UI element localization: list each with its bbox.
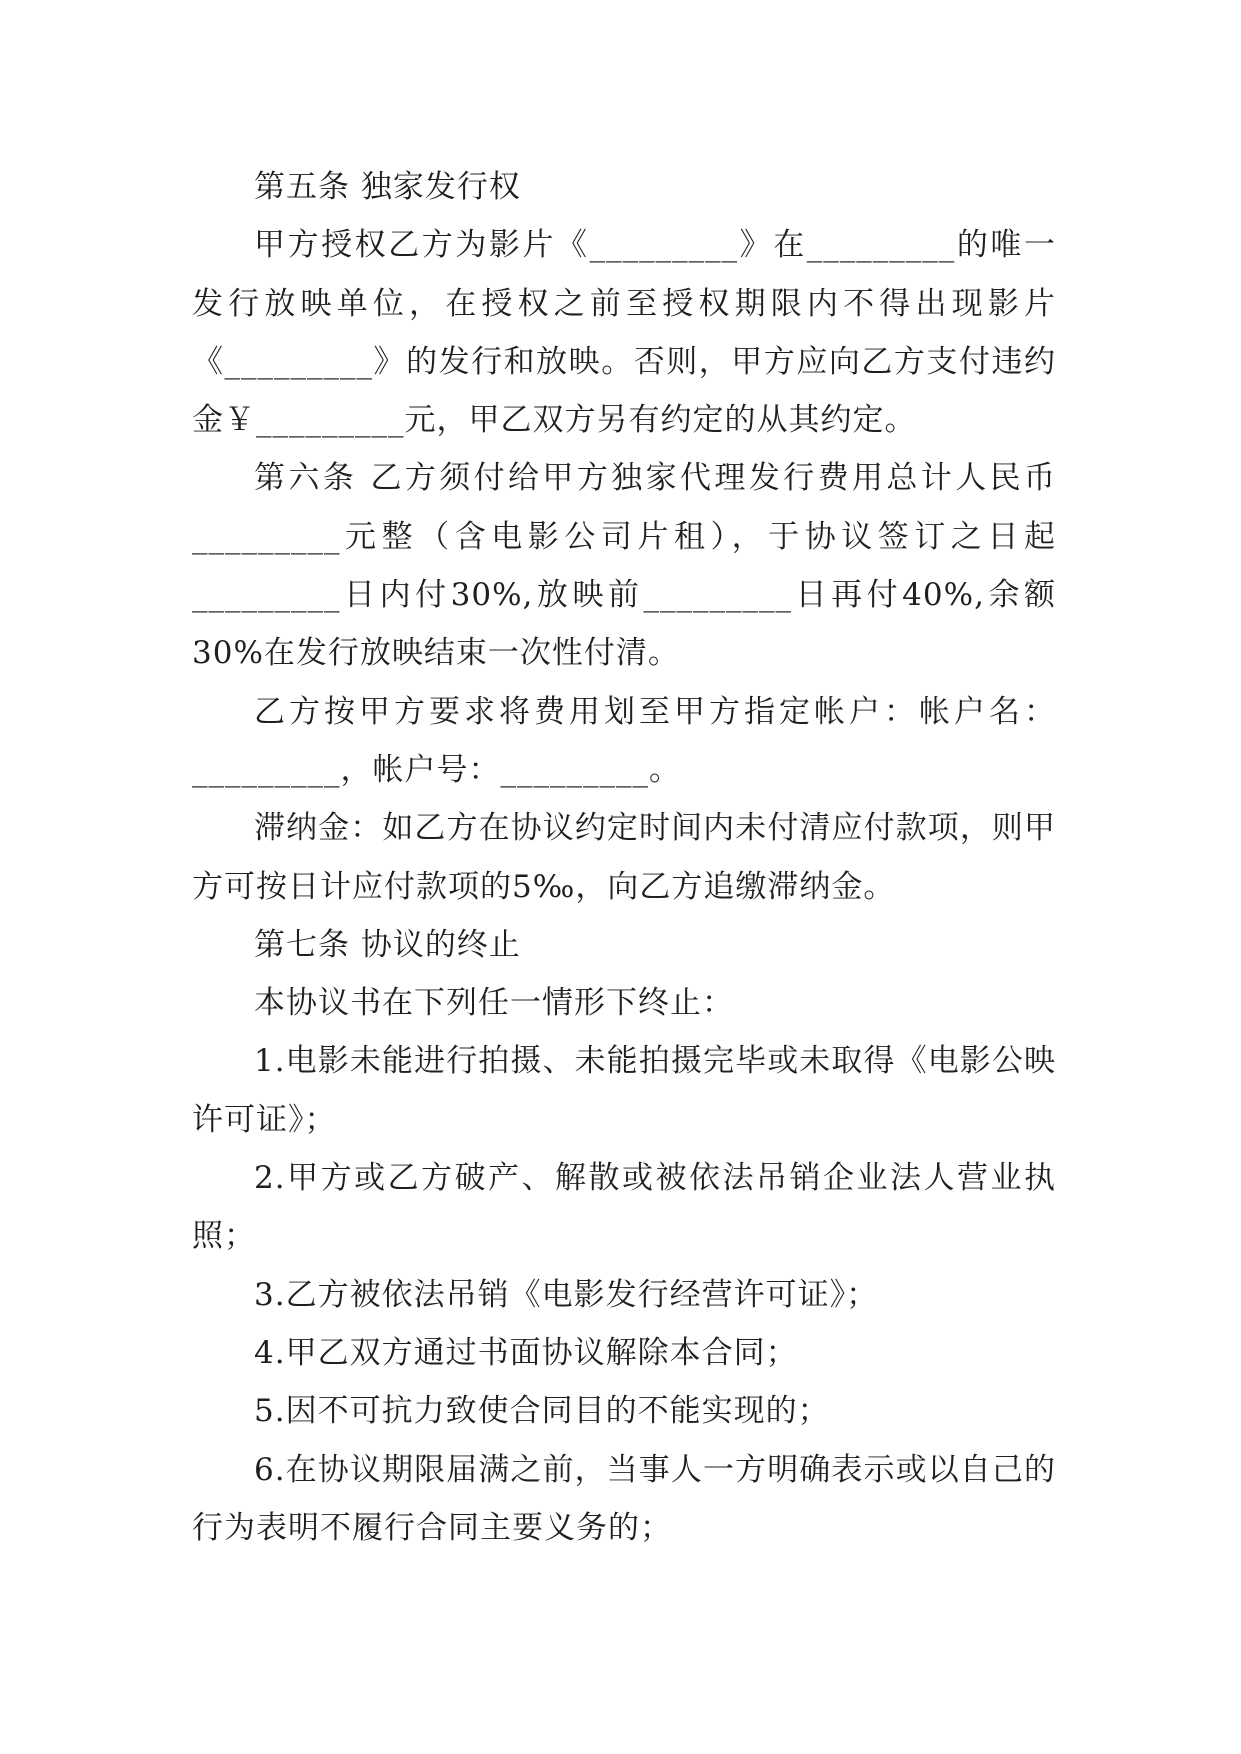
article-7-heading: 第七条 协议的终止 bbox=[254, 926, 521, 963]
late-fee-clause: 滞纳金：如乙方在协议约定时间内未付清应付款项，则甲方可按日计应付款项的5‰，向乙方追缴滞纳金。 bbox=[192, 810, 1056, 905]
termination-item-3: 3.乙方被依法吊销《电影发行经营许可证》； bbox=[254, 1276, 879, 1313]
termination-intro: 本协议书在下列任一情形下终止： bbox=[254, 985, 734, 1022]
termination-item-2: 2.甲方或乙方破产、解散或被依法吊销企业法人营业执照； bbox=[192, 1160, 1056, 1255]
article-6-clause: 第六条 乙方须付给甲方独家代理发行费用总计人民币_________元整（含电影公司片租），于协议签订之日起_________日内付30%,放映前_________日再付40%,余额30%在发行放映结束一次性付清。 bbox=[192, 460, 1056, 672]
termination-item-1: 1.电影未能进行拍摄、未能拍摄完毕或未取得《电影公映许可证》； bbox=[192, 1043, 1056, 1138]
document-body bbox=[192, 158, 1056, 1557]
termination-item-6: 6.在协议期限届满之前，当事人一方明确表示或以自己的行为表明不履行合同主要义务的； bbox=[192, 1451, 1056, 1546]
article-5-heading: 第五条 独家发行权 bbox=[254, 169, 521, 205]
termination-item-5: 5.因不可抗力致使合同目的不能实现的； bbox=[254, 1393, 830, 1430]
article-5-clause: 甲方授权乙方为影片《_________》在_________的唯一发行放映单位，在授权之前至授权期限内不得出现影片《_________》的发行和放映。否则，甲方应向乙方支付违约金￥_________元，甲乙双方另有约定的从其约定。 bbox=[192, 227, 1056, 439]
termination-item-4: 4.甲乙双方通过书面协议解除本合同； bbox=[254, 1334, 798, 1371]
account-clause: 乙方按甲方要求将费用划至甲方指定帐户：帐户名：_________，帐户号：_________。 bbox=[192, 693, 1056, 788]
